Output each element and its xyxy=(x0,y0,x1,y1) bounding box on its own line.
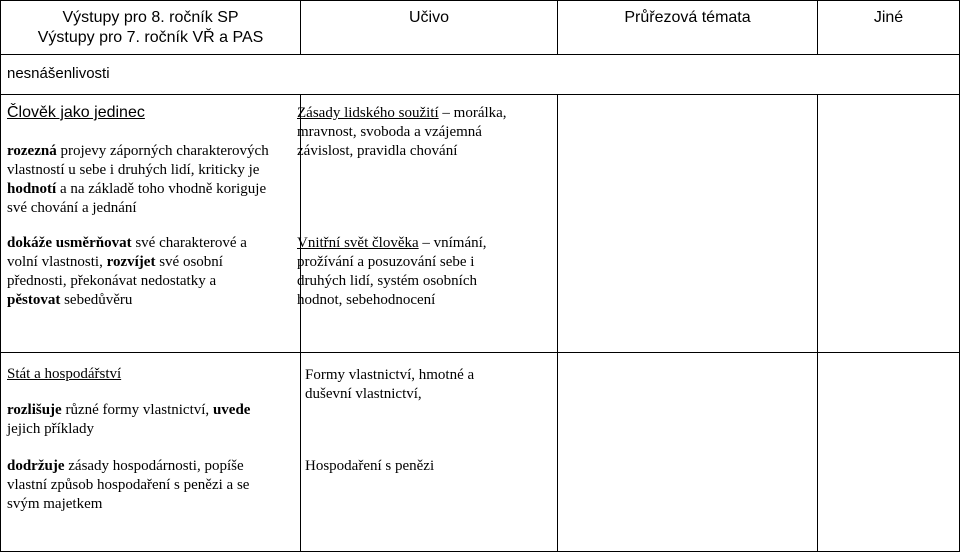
row-divider xyxy=(0,551,960,552)
verb-rozlisuje: rozlišuje xyxy=(7,402,62,418)
curriculum-text: mravnost, svoboda a vzájemná xyxy=(297,124,482,140)
row-divider xyxy=(0,352,960,353)
col-divider xyxy=(300,94,301,552)
verb-rozezna: rozezná xyxy=(7,143,57,159)
col-divider xyxy=(817,94,818,552)
header-outcomes xyxy=(1,8,300,48)
verb-pestovat: pěstovat xyxy=(7,292,61,308)
outcome-text: projevy záporných charakterových xyxy=(56,143,269,159)
verb-uvede: uvede xyxy=(212,402,251,418)
outcome-text: své charakterové a xyxy=(131,235,247,251)
outcome-text: vlastní způsob hospodaření s penězi a se xyxy=(7,477,250,493)
curriculum-vnitrni-svet xyxy=(297,234,487,310)
row-divider xyxy=(0,94,960,95)
curriculum-link-vnitrni-svet: Vnitřní svět člověka xyxy=(297,235,419,251)
header-cross-topics: Průřezová témata xyxy=(624,9,751,26)
col-divider xyxy=(0,0,1,552)
outcome-text: své osobní xyxy=(155,254,223,270)
row-divider xyxy=(0,0,960,1)
row-text-nesnasenlivosti: nesnášenlivosti xyxy=(7,65,110,82)
outcome-text: jejich příklady xyxy=(7,421,95,437)
outcome-text: přednosti, překonávat nedostatky a xyxy=(7,273,217,289)
outcome-text: různé formy vlastnictví, xyxy=(61,402,213,418)
outcome-text: svým majetkem xyxy=(7,496,103,512)
verb-dodrzuje: dodržuje xyxy=(7,458,65,474)
curriculum-text: – morálka, xyxy=(438,105,507,121)
curriculum-text: – vnímání, xyxy=(418,235,487,251)
outcome-text: sebedůvěru xyxy=(60,292,133,308)
outcome-dokaze xyxy=(7,234,247,310)
outcome-text: a na základě toho vhodně koriguje xyxy=(56,181,267,197)
curriculum-text: druhých lidí, systém osobních xyxy=(297,273,477,289)
outcome-text: zásady hospodárnosti, popíše xyxy=(64,458,244,474)
row-divider xyxy=(0,54,960,55)
header-outcomes-line1: Výstupy pro 8. ročník SP xyxy=(62,9,239,26)
header-curriculum: Učivo xyxy=(408,9,449,26)
outcome-dodrzuje xyxy=(7,457,249,514)
curriculum-hospodareni: Hospodaření s penězi xyxy=(305,458,435,474)
curriculum-text: Formy vlastnictví, hmotné a xyxy=(305,367,475,383)
outcome-text: své chování a jednání xyxy=(7,200,137,216)
outcome-rozlisuje xyxy=(7,401,250,439)
col-divider xyxy=(557,94,558,552)
outcome-rozezna xyxy=(7,142,269,218)
verb-rozvijet: rozvíjet xyxy=(106,254,156,270)
section-heading-stat: Stát a hospodářství xyxy=(7,366,122,382)
curriculum-text: hodnot, sebehodnocení xyxy=(297,292,436,308)
section-heading-clovek: Člověk jako jedinec xyxy=(7,104,145,121)
curriculum-text: závislost, pravidla chování xyxy=(297,143,458,159)
curriculum-formy-vlastnictvi xyxy=(305,366,474,404)
header-outcomes-line2: Výstupy pro 7. ročník VŘ a PAS xyxy=(37,29,264,46)
curriculum-text: prožívání a posuzování sebe i xyxy=(297,254,475,270)
verb-dokaze-usmernovat: dokáže usměrňovat xyxy=(7,235,132,251)
header-other: Jiné xyxy=(873,9,904,26)
curriculum-zasady xyxy=(297,104,507,161)
curriculum-link-zasady: Zásady lidského soužití xyxy=(297,105,439,121)
curriculum-text: duševní vlastnictví, xyxy=(305,386,422,402)
outcome-text: vlastností u sebe i druhých lidí, kriticky je xyxy=(7,162,260,178)
outcome-text: volní vlastnosti, xyxy=(7,254,107,270)
verb-hodnoti: hodnotí xyxy=(7,181,57,197)
